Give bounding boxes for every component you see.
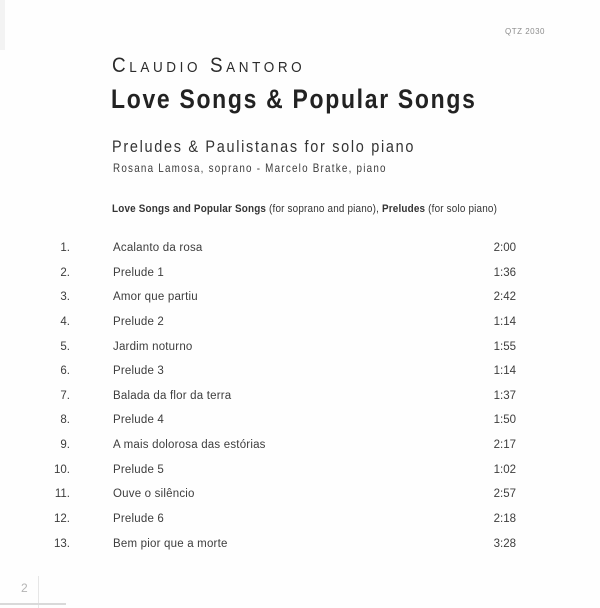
track-duration: 1:50 xyxy=(493,414,516,427)
track-duration: 1:14 xyxy=(493,315,516,328)
track-duration: 1:37 xyxy=(493,389,516,402)
track-duration: 1:14 xyxy=(493,365,516,378)
scan-artifact-edge xyxy=(0,0,5,50)
album-title: Love Songs & Popular Songs xyxy=(111,84,477,114)
track-row xyxy=(0,384,600,409)
track-number: 13. xyxy=(54,537,70,550)
track-title: Prelude 3 xyxy=(113,365,165,378)
track-row xyxy=(0,285,600,310)
track-number: 3. xyxy=(60,291,70,304)
section-heading-solo-piano: (for solo piano) xyxy=(425,203,498,215)
track-row xyxy=(0,335,600,360)
track-row xyxy=(0,261,600,286)
catalog-number: QTZ 2030 xyxy=(504,27,545,36)
track-duration: 2:42 xyxy=(493,291,516,304)
track-title: Balada da flor da terra xyxy=(113,389,232,402)
album-subtitle: Preludes & Paulistanas for solo piano xyxy=(112,137,416,156)
track-number: 5. xyxy=(60,340,70,353)
track-duration: 3:28 xyxy=(493,537,516,550)
track-title: Prelude 5 xyxy=(113,463,165,476)
track-duration: 2:00 xyxy=(493,242,516,254)
track-row xyxy=(0,482,600,507)
track-list xyxy=(0,236,600,556)
track-number: 4. xyxy=(60,315,70,328)
track-duration: 2:57 xyxy=(493,488,516,501)
section-heading-preludes: Preludes xyxy=(381,203,426,215)
track-row xyxy=(0,433,600,458)
track-title: Ouve o silêncio xyxy=(113,488,195,501)
track-number: 10. xyxy=(54,463,70,476)
section-heading-love-songs: Love Songs and Popular Songs xyxy=(112,203,267,215)
track-row xyxy=(0,507,600,532)
composer-name: Claudio Santoro xyxy=(112,54,306,77)
page-number: 2 xyxy=(21,581,28,595)
track-duration: 2:18 xyxy=(493,513,516,526)
track-row xyxy=(0,359,600,384)
track-title: Prelude 2 xyxy=(113,315,165,328)
track-title: Bem pior que a morte xyxy=(113,537,228,550)
section-heading-soprano-piano: (for soprano and piano), xyxy=(266,203,382,215)
track-title: A mais dolorosa das estórias xyxy=(113,439,266,452)
track-number: 11. xyxy=(54,488,70,501)
track-title: Prelude 6 xyxy=(113,513,165,526)
track-duration: 1:02 xyxy=(493,463,516,476)
track-row xyxy=(0,532,600,557)
track-number: 9. xyxy=(60,439,70,452)
track-number: 2. xyxy=(60,266,70,279)
track-number: 1. xyxy=(60,242,70,254)
track-duration: 2:17 xyxy=(493,439,516,452)
track-title: Jardim noturno xyxy=(113,340,193,353)
track-number: 12. xyxy=(54,513,70,526)
track-row xyxy=(0,236,600,261)
section-heading xyxy=(112,203,497,215)
performers-line: Rosana Lamosa, soprano - Marcelo Bratke, piano xyxy=(113,161,387,175)
track-row xyxy=(0,408,600,433)
track-title: Prelude 4 xyxy=(113,414,165,427)
track-number: 7. xyxy=(60,389,70,402)
track-duration: 1:36 xyxy=(493,266,516,279)
track-title: Amor que partiu xyxy=(113,291,198,304)
scan-artifact-horizontal-line xyxy=(0,603,66,605)
track-number: 6. xyxy=(60,365,70,378)
track-title: Acalanto da rosa xyxy=(113,242,203,254)
track-row xyxy=(0,310,600,335)
track-duration: 1:55 xyxy=(493,340,516,353)
track-title: Prelude 1 xyxy=(113,266,165,279)
track-row xyxy=(0,458,600,483)
track-number: 8. xyxy=(60,414,70,427)
